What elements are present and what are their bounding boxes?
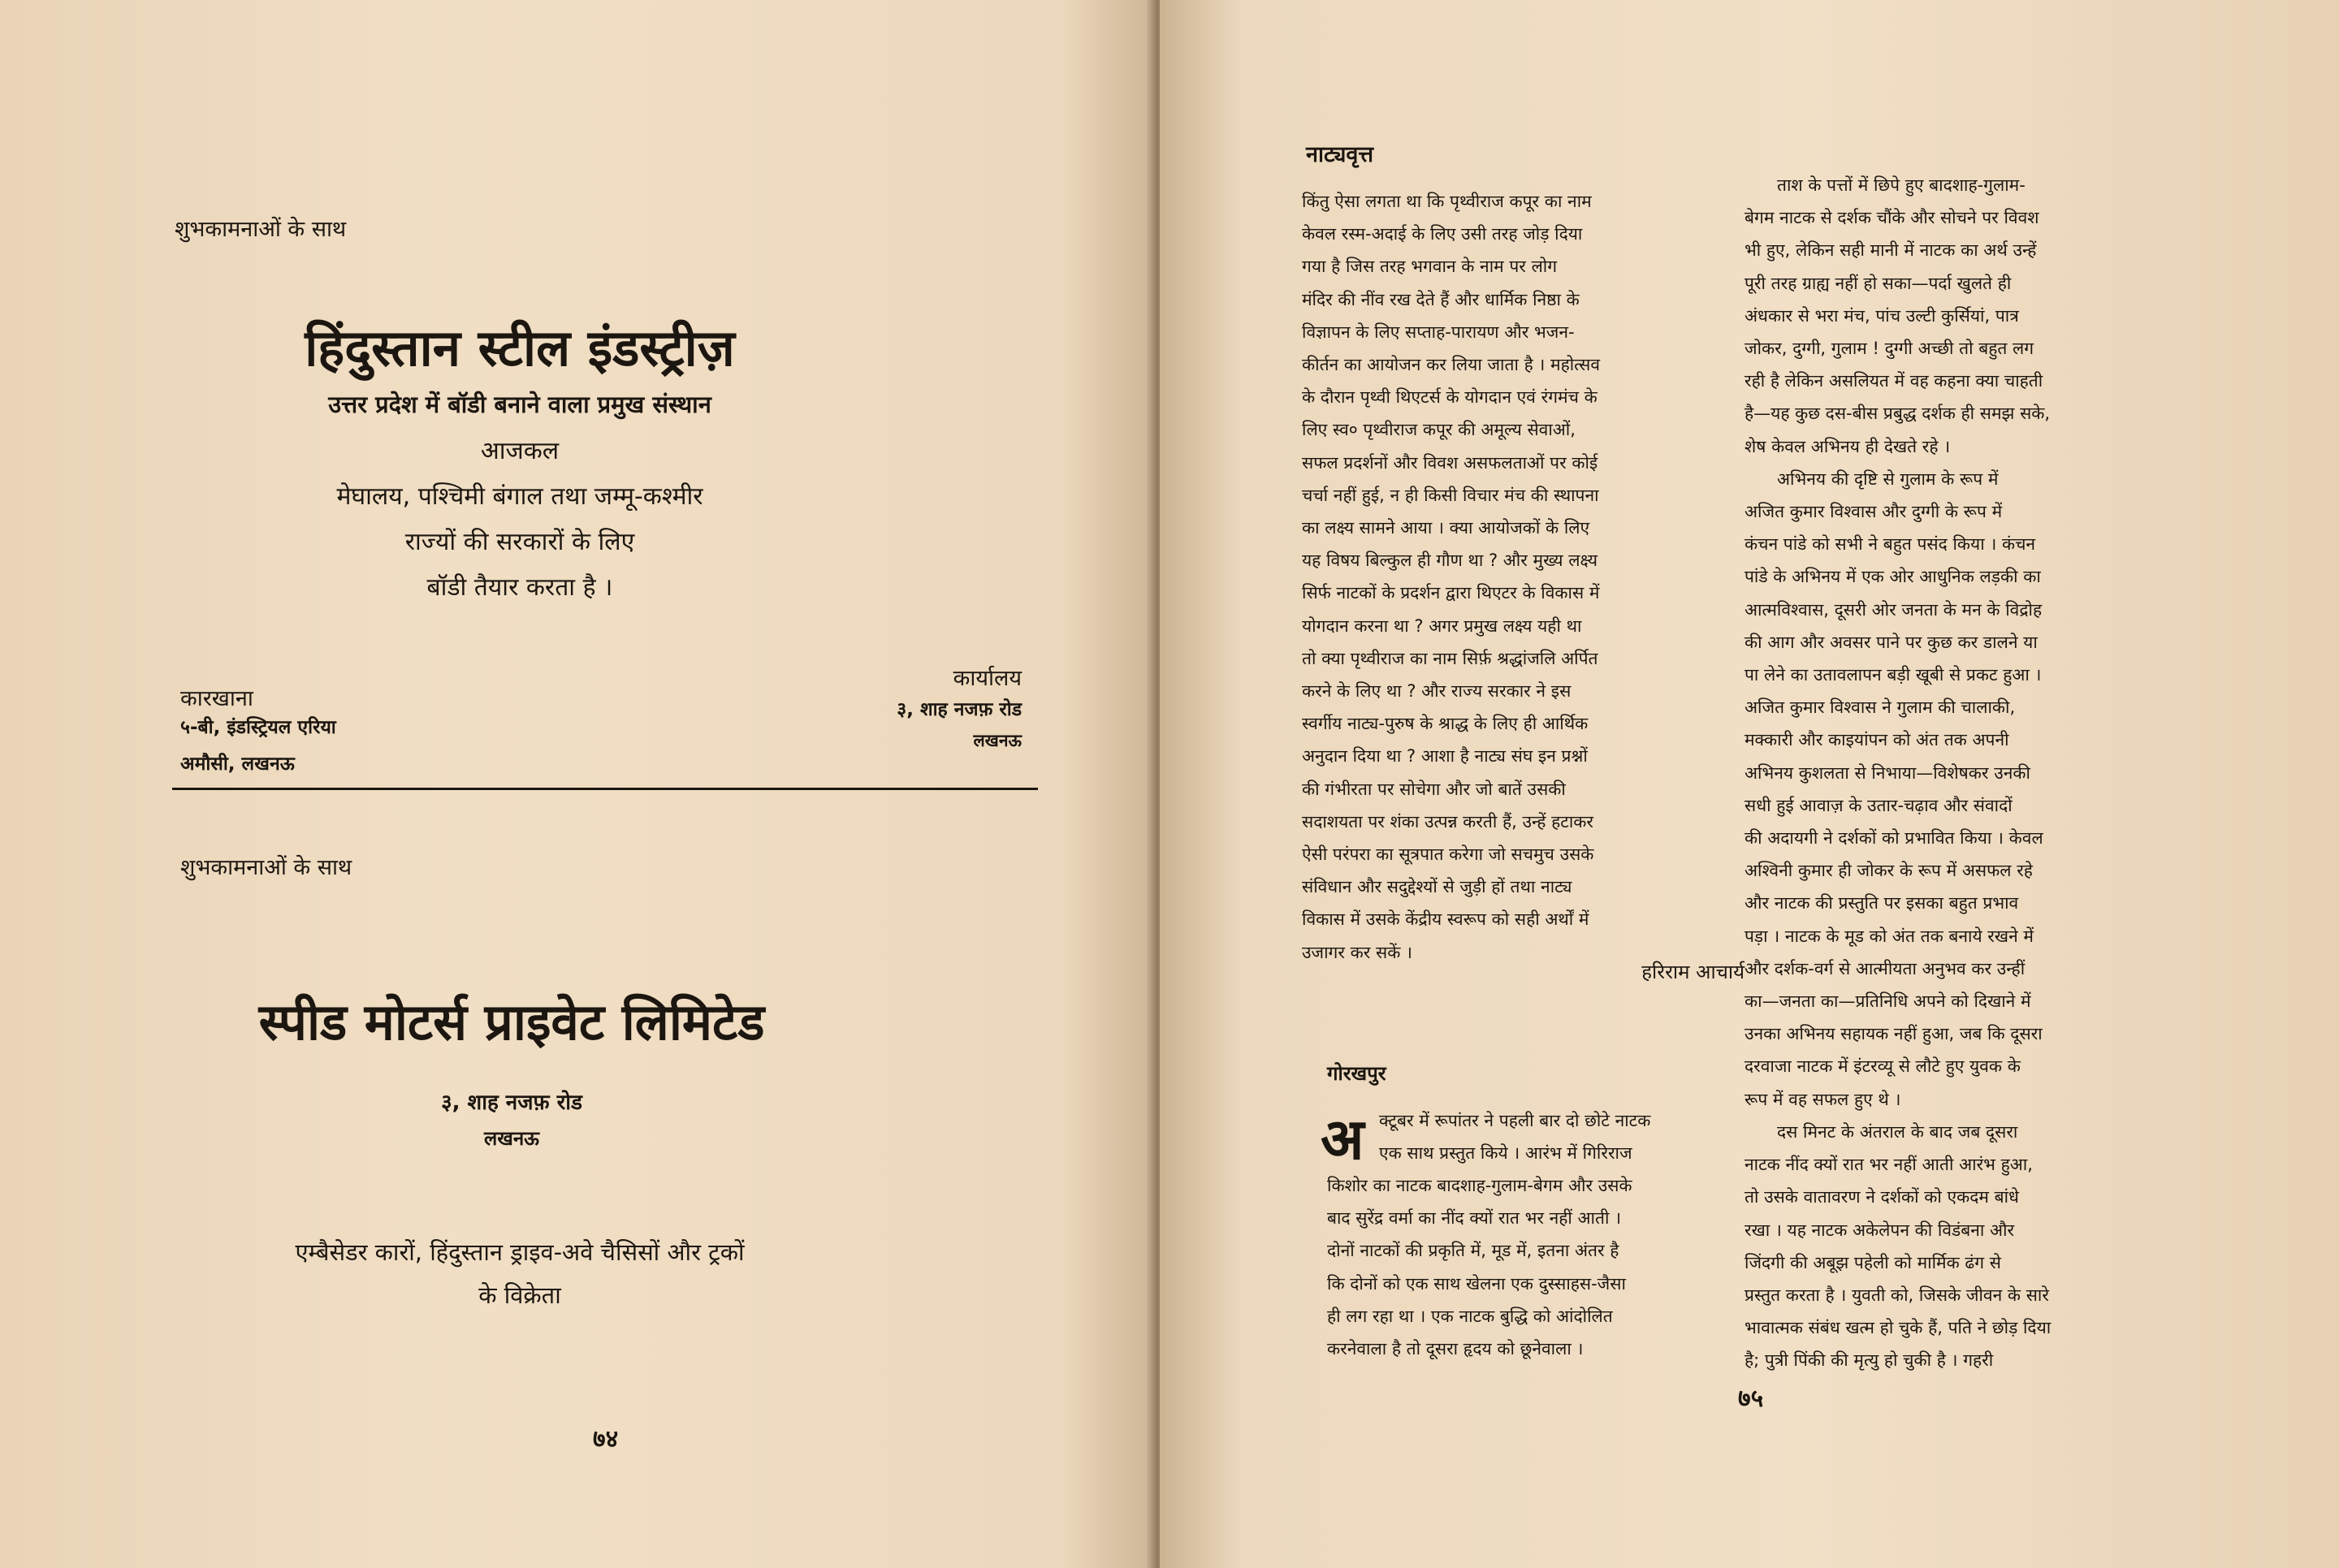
text-line: पा लेने का उतावलापन बड़ी खूबी से प्रकट हुआ ।: [1745, 665, 2042, 685]
text-line: भावात्मक संबंध खत्म हो चुके हैं, पति ने छोड़ दिया: [1745, 1318, 2051, 1338]
author-signature: हरिराम आचार्य: [1641, 961, 1745, 983]
factory-address-line: ५-बी, इंडस्ट्रियल एरिया: [180, 717, 336, 738]
ad1-body-line: आजकल: [480, 437, 560, 465]
text-line: ही लग रहा था । एक नाटक बुद्धि को आंदोलित: [1327, 1306, 1613, 1326]
text-line: सदाशयता पर शंका उत्पन्न करती हैं, उन्हें हटाकर: [1302, 811, 1593, 832]
text-line: यह विषय बिल्कुल ही गौण था ? और मुख्य लक्ष्य: [1302, 551, 1598, 571]
text-line: और दर्शक-वर्ग से आत्मीयता अनुभव कर उन्हीं: [1745, 958, 2026, 978]
text-line: तो उसके वातावरण ने दर्शकों को एकदम बांधे: [1745, 1187, 2019, 1207]
column-1: [1302, 185, 1600, 969]
ad2-description-line: के विक्रेता: [478, 1281, 561, 1309]
text-line: की गंभीरता पर सोचेगा और जो बातें उसकी: [1302, 779, 1566, 799]
text-line: का लक्ष्य सामने आया । क्या आयोजकों के लिए: [1302, 518, 1590, 538]
text-line: करने के लिए था ? और राज्य सरकार ने इस: [1302, 681, 1572, 702]
text-line: ऐसी परंपरा का सूत्रपात करेगा जो सचमुच उसके: [1302, 844, 1594, 865]
left-page: [0, 0, 1153, 1568]
text-line: की अदायगी ने दर्शकों को प्रभावित किया । केवल: [1745, 828, 2043, 849]
text-line: अनुदान दिया था ? आशा है नाट्य संघ इन प्रश्नों: [1302, 746, 1588, 767]
page-number: ७५: [1738, 1384, 1764, 1413]
ad2-address-line: लखनऊ: [483, 1127, 540, 1150]
text-line: रूप में वह सफल हुए थे ।: [1745, 1089, 1901, 1109]
text-line: गया है जिस तरह भगवान के नाम पर लोग: [1302, 257, 1558, 277]
text-line: करनेवाला है तो दूसरा हृदय को छूनेवाला ।: [1327, 1339, 1584, 1359]
text-line: दोनों नाटकों की प्रकृति में, मूड में, इतना अंतर है: [1327, 1241, 1619, 1261]
section-heading: नाट्यवृत्त: [1306, 142, 1374, 167]
drop-cap: अ: [1321, 1106, 1364, 1173]
text-line: प्रस्तुत करता है । युवती को, जिसके जीवन के सारे: [1745, 1285, 2049, 1305]
column-1b: [1327, 1169, 1632, 1365]
text-line: उजागर कर सकें ।: [1302, 942, 1412, 962]
text-line: भी हुए, लेकिन सही मानी में नाटक का अर्थ उन्हें: [1745, 240, 2037, 261]
text-line: स्वर्गीय नाट्य-पुरुष के श्राद्ध के लिए ही आर्थिक: [1302, 714, 1589, 734]
ad2-description-line: एम्बैसेडर कारों, हिंदुस्तान ड्राइव-अवे चैसिसों और ट्रकों: [295, 1238, 745, 1266]
text-line: उनका अभिनय सहायक नहीं हुआ, जब कि दूसरा: [1745, 1024, 2043, 1044]
text-line: विकास में उसके केंद्रीय स्वरूप को सही अर्थों में: [1302, 909, 1589, 930]
text-line: जोकर, दुग्गी, गुलाम ! दुग्गी अच्छी तो बहुत लग: [1745, 339, 2034, 359]
office-address-line: लखनऊ: [973, 731, 1022, 750]
text-line: संविधान और सदुद्देश्यों से जुड़ी हों तथा नाट्य: [1302, 877, 1572, 897]
text-line: दरवाजा नाटक में इंटरव्यू से लौटे हुए युवक के: [1745, 1056, 2021, 1077]
ad1-body-line: बॉडी तैयार करता है ।: [426, 573, 613, 602]
text-line: अश्विनी कुमार ही जोकर के रूप में असफल रहे: [1745, 861, 2033, 881]
office-address-line: ३, शाह नजफ़ रोड: [897, 699, 1022, 720]
text-line: एक साथ प्रस्तुत किये । आरंभ में गिरिराज: [1379, 1143, 1632, 1164]
text-line: का—जनता का—प्रतिनिधि अपने को दिखाने में: [1745, 991, 2031, 1012]
text-line: रही है लेकिन असलियत में वह कहना क्या चाहती: [1745, 371, 2043, 391]
text-line: आत्मविश्वास, दूसरी ओर जनता के मन के विद्रोह: [1745, 599, 2043, 620]
text-line: अजित कुमार विश्वास और दुग्गी के रूप में: [1745, 502, 2003, 522]
page-number: ७४: [593, 1425, 619, 1454]
text-line: की आग और अवसर पाने पर कुछ कर डालने या: [1745, 632, 2038, 652]
text-line: विज्ञापन के लिए सप्ताह-पारायण और भजन-: [1302, 322, 1575, 342]
text-line: शेष केवल अभिनय ही देखते रहे ।: [1745, 436, 1951, 456]
ad1-body: [0, 429, 1040, 611]
text-line: तो क्या पृथ्वीराज का नाम सिर्फ़ श्रद्धांजलि अर्पित: [1302, 648, 1598, 668]
text-line: केवल रस्म-अदाई के लिए उसी तरह जोड़ दिया: [1302, 224, 1583, 244]
text-line: है; पुत्री पिंकी की मृत्यु हो चुकी है । गहरी: [1745, 1350, 1994, 1371]
text-line: पूरी तरह ग्राह्य नहीं हो सका—पर्दा खुलते ही: [1745, 273, 2012, 293]
text-line: किशोर का नाटक बादशाह-गुलाम-बेगम और उसके: [1327, 1176, 1632, 1195]
text-line: कीर्तन का आयोजन कर लिया जाता है । महोत्सव: [1302, 355, 1601, 375]
text-line: पांडे के अभिनय में एक ओर आधुनिक लड़की का: [1745, 567, 2041, 587]
divider-rule: [172, 788, 1038, 790]
text-line: अभिनय कुशलता से निभाया—विशेषकर उनकी: [1745, 762, 2030, 783]
text-line: मक्कारी और काइयांपन को अंत तक अपनी: [1745, 730, 2009, 750]
text-line: मंदिर की नींव रख देते हैं और धार्मिक निष्ठा के: [1302, 289, 1580, 309]
text-line: रखा । यह नाटक अकेलेपन की विडंबना और: [1745, 1220, 2015, 1240]
text-line: अभिनय की दृष्टि से गुलाम के रूप में: [1777, 469, 1999, 489]
text-line: नाटक नींद क्यों रात भर नहीं आती आरंभ हुआ,: [1745, 1155, 2033, 1175]
ad1-body-line: राज्यों की सरकारों के लिए: [404, 528, 635, 556]
text-line: है—यह कुछ दस-बीस प्रबुद्ध दर्शक ही समझ सके,: [1745, 404, 2051, 424]
text-line: सिर्फ नाटकों के प्रदर्शन द्वारा थिएटर के विकास में: [1302, 583, 1600, 603]
text-line: अंधकार से भरा मंच, पांच उल्टी कुर्सियां, पात्र: [1745, 305, 2019, 326]
text-line: बाद सुरेंद्र वर्मा का नींद क्यों रात भर नहीं आती ।: [1327, 1208, 1622, 1229]
column-2: [1745, 169, 2051, 1377]
right-page: [1160, 0, 2339, 1568]
text-line: के दौरान पृथ्वी थिएटर्स के योगदान एवं रंगमंच के: [1302, 387, 1598, 408]
text-line: ताश के पत्तों में छिपे हुए बादशाह-गुलाम-: [1777, 175, 2026, 195]
text-line: चर्चा नहीं हुई, न ही किसी विचार मंच की स्थापना: [1302, 485, 1599, 505]
text-line: लिए स्व० पृथ्वीराज कपूर की अमूल्य सेवाओं,: [1302, 420, 1576, 440]
text-line: सफल प्रदर्शनों और विवश असफलताओं पर कोई: [1302, 452, 1598, 473]
ad1-company-name: हिंदुस्तान स्टील इंडस्ट्रीज़: [305, 318, 735, 378]
text-line: पड़ा । नाटक के मूड को अंत तक बनाये रखने में: [1745, 926, 2034, 946]
text-line: कंचन पांडे को सभी ने बहुत पसंद किया । कंचन: [1745, 534, 2036, 555]
ad2-greeting: शुभकामनाओं के साथ: [180, 855, 352, 880]
factory-address-line: अमौसी, लखनऊ: [180, 754, 295, 775]
ad1-body-line: मेघालय, पश्चिमी बंगाल तथा जम्मू-कश्मीर: [336, 482, 703, 511]
ad1-tagline: उत्तर प्रदेश में बॉडी बनाने वाला प्रमुख संस्थान: [328, 391, 711, 418]
text-line: किंतु ऐसा लगता था कि पृथ्वीराज कपूर का नाम: [1302, 192, 1592, 211]
text-line: बेगम नाटक से दर्शक चौंके और सोचने पर विवश: [1745, 208, 2039, 228]
office-heading: कार्यालय: [953, 666, 1022, 691]
text-line: सधी हुई आवाज़ के उतार-चढ़ाव और संवादों: [1745, 795, 2013, 815]
ad2-address-line: ३, शाह नजफ़ रोड: [441, 1091, 582, 1115]
text-line: दस मिनट के अंतराल के बाद जब दूसरा: [1777, 1121, 2018, 1142]
text-line: जिंदगी की अबूझ पहेली को मार्मिक ढंग से: [1745, 1252, 2001, 1272]
text-line: योगदान करना था ? अगर प्रमुख लक्ष्य यही था: [1302, 616, 1582, 636]
text-line: कि दोनों को एक साथ खेलना एक दुस्साहस-जैसा: [1327, 1273, 1626, 1294]
text-line: और नाटक की प्रस्तुति पर इसका बहुत प्रभाव: [1745, 893, 2019, 914]
subsection-heading: गोरखपुर: [1327, 1062, 1386, 1085]
column-1b-opening: [1379, 1104, 1650, 1169]
text-line: अजित कुमार विश्वास ने गुलाम की चालाकी,: [1745, 698, 2016, 718]
ad2-company-name: स्पीड मोटर्स प्राइवेट लिमिटेड: [258, 992, 765, 1052]
ad1-greeting: शुभकामनाओं के साथ: [175, 217, 347, 242]
factory-heading: कारखाना: [180, 686, 253, 711]
text-line: क्टूबर में रूपांतर ने पहली बार दो छोटे नाटक: [1379, 1111, 1651, 1130]
